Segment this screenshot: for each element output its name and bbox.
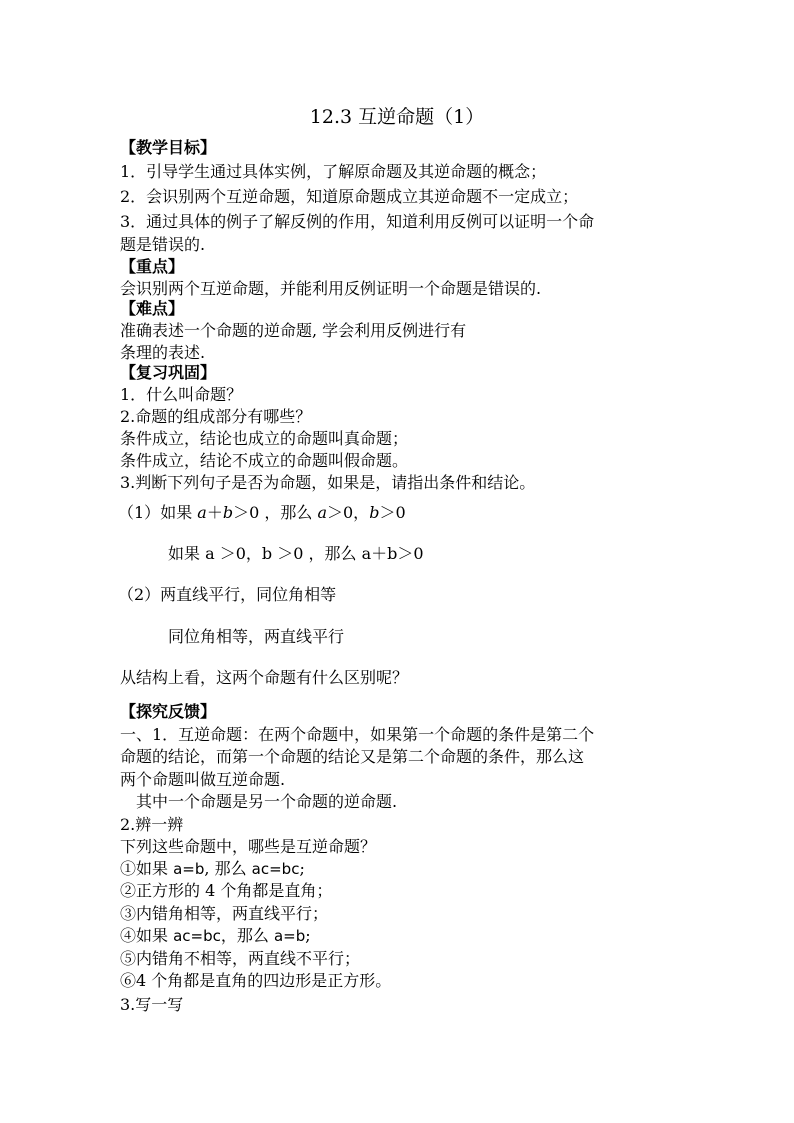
explore-heading: 【探究反馈】 xyxy=(120,702,217,721)
var-a: a xyxy=(197,503,207,522)
example-mid: ＞0， xyxy=(327,503,370,522)
item-text: ; xyxy=(299,859,305,878)
plus-sign: ＋ xyxy=(206,503,223,522)
review-heading: 【复习巩固】 xyxy=(120,363,217,382)
goal-line: 2．会识别两个互逆命题，知道原命题成立其逆命题不一定成立； xyxy=(120,187,579,206)
item-expr: ac=bc xyxy=(251,860,300,878)
item-text: ; xyxy=(305,926,311,945)
circled-number: ② xyxy=(120,881,137,900)
goal-line: 1．引导学生通过具体实例，了解原命题及其逆命题的概念； xyxy=(120,162,547,181)
goal-line: 3．通过具体的例子了解反例的作用，知道利用反例可以证明一个命 xyxy=(120,212,595,231)
list-item xyxy=(120,970,680,992)
example-number: （1） xyxy=(118,503,161,522)
circled-number: ③ xyxy=(120,904,137,923)
explore-line: 命题的结论，而第一个命题的结论又是第二个命题的条件，那么这 xyxy=(120,747,585,766)
question-text: 从结构上看，这两个命题有什么区别呢？ xyxy=(120,668,409,687)
item-text: 正方形的 4 个角都是直角； xyxy=(136,881,333,900)
item-text: ，那么 xyxy=(220,926,274,945)
item-text: , 那么 xyxy=(204,859,252,878)
list-item xyxy=(120,948,680,970)
review-line: 3.判断下列句子是否为命题，如果是，请指出条件和结论。 xyxy=(120,473,536,492)
var-a: a xyxy=(317,503,327,522)
difficult-line: 准确表述一个命题的逆命题, 学会利用反例进行有 xyxy=(120,321,467,340)
circled-number: ① xyxy=(120,859,137,878)
example-end: ＞0 xyxy=(379,503,406,522)
goals-heading: 【教学目标】 xyxy=(120,138,217,157)
list-item xyxy=(120,880,680,902)
item-text: 4 个角都是直角的四边形是正方形。 xyxy=(136,971,392,990)
page-title: 12.3 互逆命题（1） xyxy=(309,106,485,128)
example-mid: ＞0 ，那么 xyxy=(233,503,318,522)
discern-title: 2.辨一辨 xyxy=(120,815,184,834)
var-b: b xyxy=(369,503,380,522)
explore-line: 两个命题叫做互逆命题. xyxy=(120,770,286,789)
difficult-line: 条理的表述. xyxy=(120,343,206,362)
circled-number: ⑥ xyxy=(120,971,137,990)
key-heading: 【重点】 xyxy=(120,257,185,276)
review-line: 条件成立，结论不成立的命题叫假命题。 xyxy=(120,451,409,470)
item-text: 内错角不相等，两直线不平行； xyxy=(136,949,361,968)
item-expr: a=b xyxy=(173,860,205,878)
example-prefix: 如果 xyxy=(160,503,198,522)
goal-line: 题是错误的. xyxy=(120,235,206,254)
circled-number: ④ xyxy=(120,926,137,945)
list-item xyxy=(120,858,680,880)
list-item xyxy=(120,903,680,925)
item-expr: ac=bc xyxy=(173,927,221,945)
item-text: 如果 xyxy=(136,926,174,945)
item-text: 内错角相等，两直线平行； xyxy=(136,904,329,923)
write-title: 3.写一写 xyxy=(120,995,184,1014)
example-1 xyxy=(118,502,678,524)
item-expr: a=b xyxy=(273,927,306,945)
var-b: b xyxy=(222,503,234,522)
review-line: 条件成立，结论也成立的命题叫真命题； xyxy=(120,429,409,448)
item-text: 如果 xyxy=(136,859,174,878)
explore-line: 一、1．互逆命题：在两个命题中，如果第一个命题的条件是第二个 xyxy=(120,725,595,744)
example-2: （2）两直线平行，同位角相等 xyxy=(118,585,337,604)
difficult-heading: 【难点】 xyxy=(120,299,185,318)
example-2-converse: 同位角相等，两直线平行 xyxy=(168,627,345,646)
review-line: 2.命题的组成部分有哪些？ xyxy=(120,407,312,426)
example-1-converse: 如果 a ＞0，b ＞0 ，那么 a＋b＞0 xyxy=(168,544,424,563)
list-item xyxy=(120,925,680,947)
key-text: 会识别两个互逆命题，并能利用反例证明一个命题是错误的. xyxy=(120,279,542,298)
circled-number: ⑤ xyxy=(120,949,137,968)
review-line: 1．什么叫命题？ xyxy=(120,385,243,404)
explore-line: 其中一个命题是另一个命题的逆命题. xyxy=(120,792,398,811)
discern-question: 下列这些命题中，哪些是互逆命题？ xyxy=(120,837,377,856)
